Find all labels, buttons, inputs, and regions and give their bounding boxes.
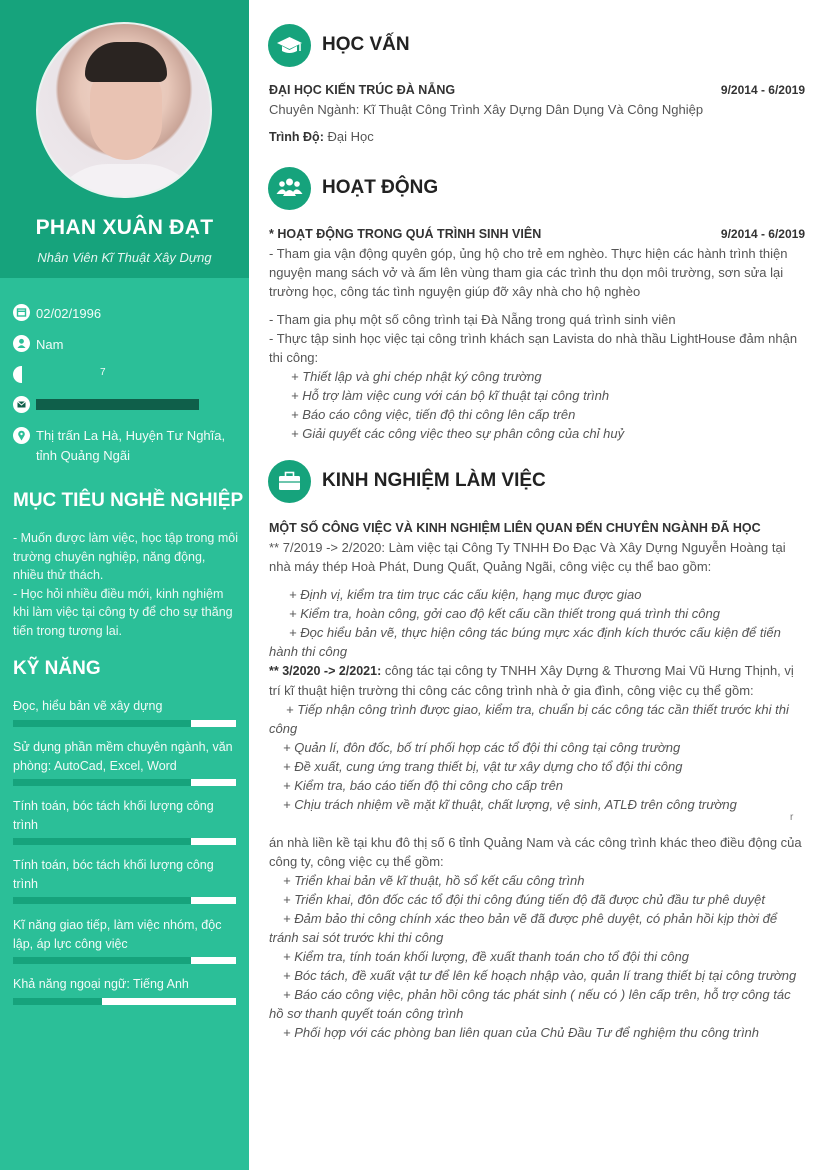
profile-name: PHAN XUÂN ĐẠT [35,216,214,239]
school-name: ĐẠI HỌC KIẾN TRÚC ĐÀ NẴNG [269,83,456,97]
job-intro: ** 3/2020 -> 2/2021: công tác tại công ty TNHH Xây Dựng & Thương Mai Vũ Hưng Thịnh, vị trí kĩ thuật hiện trường thi công các công trình nhà ở gia đình, công việc cụ thể gồm: [269,663,794,698]
skill-item: Đọc, hiểu bản vẽ xây dựng [13,697,238,727]
profile-title: Nhân Viên Kĩ Thuật Xây Dựng [37,250,212,265]
redacted-email [36,399,199,410]
activity-item: + Hỗ trợ làm việc cung với cán bộ kĩ thuật tại công trình [291,388,610,403]
activities-dates: 9/2014 - 6/2019 [720,227,805,241]
contact-gender: Nam [13,335,238,355]
job-item: + Kiểm tra, báo cáo tiến độ thi công cho cấp trên [283,778,564,793]
skill-item: Kĩ năng giao tiếp, làm việc nhóm, độc lập, áp lực công việc [13,916,238,964]
job-item: + Đề xuất, cung ứng trang thiết bị, vật tư xây dựng cho tổ đội thi công [283,759,683,774]
job-item: + Bóc tách, đề xuất vật tư để lên kế hoạch nhập vào, quản lí trang thiết bị tại công trường [283,968,797,983]
education-level: Trình Độ: Đại Học [269,129,374,144]
text-fragment: r [790,812,794,823]
skill-bar [13,720,236,727]
objective-text: - Muốn được làm việc, học tập trong môi trường chuyên nghiệp, năng động, nhiều thử thách. - Học hỏi nhiều điều mới, kinh nghiệm khi làm việc tại công ty để cho sự thăng tiến trong tương lai. [13,531,238,638]
activities-para: - Thực tập sinh học việc tại công trình khách sạn Lavista do nhà thầu LightHouse đảm nhận thi công: [269,331,798,365]
education-major: Chuyên Ngành: Kĩ Thuật Công Trình Xây Dựng Dân Dụng Và Công Nghiệp [269,102,704,117]
users-icon [268,167,311,210]
skill-bar [13,779,236,786]
job-intro: án nhà liền kề tại khu đô thị số 6 tỉnh Quảng Nam và các công trình khác theo điều động của công ty, công việc cụ thể gồm: [269,835,802,869]
skill-item: Tính toán, bóc tách khối lượng công trình [13,856,238,904]
user-icon [13,335,30,352]
activity-item: + Báo cáo công việc, tiến độ thi công lên cấp trên [291,407,576,422]
experience-heading: KINH NGHIỆM LÀM VIỆC [322,470,546,491]
activities-para: - Tham gia phụ một số công trình tại Đà Nẵng trong quá trình sinh viên [269,312,676,327]
experience-entry [269,519,806,1042]
graduation-cap-icon [268,24,311,67]
job-item: + Triển khai bản vẽ kĩ thuật, hồ sổ kết cấu công trình [283,873,585,888]
job-item: + Tiếp nhận công trình được giao, kiểm tra, chuẩn bị các công tác cần thiết trước khi thi công [269,702,789,736]
contact-address: Thị trấn La Hà, Huyện Tư Nghĩa, tỉnh Quảng Ngãi [13,426,238,466]
skill-item: Tính toán, bóc tách khối lượng công trình [13,797,238,845]
skill-bar [13,838,236,845]
job-item: + Định vị, kiểm tra tim trục các cấu kiện, hạng mục được giao [289,587,642,602]
activities-heading: HOẠT ĐỘNG [322,177,439,198]
skill-bar [13,998,236,1005]
objective-heading: MỤC TIÊU NGHỀ NGHIỆP [13,490,244,511]
job-item: + Quản lí, đôn đốc, bố trí phối hợp các tổ đội thi công tại công trường [283,740,681,755]
briefcase-icon [268,460,311,503]
contact-phone: 7 [13,366,238,383]
skill-bar [13,957,236,964]
job-item: + Triển khai, đôn đốc các tổ đội thi công đúng tiến độ đã được chủ đầu tư phê duyệt [283,892,765,907]
sidebar [0,0,249,1170]
phone-icon [13,366,22,383]
contact-birthday: 02/02/1996 [13,304,238,324]
activity-item: + Giải quyết các công việc theo sự phân công của chỉ huỷ [291,426,625,441]
skills-heading: KỸ NĂNG [13,658,101,679]
experience-subtitle: MỘT SỐ CÔNG VIỆC VÀ KINH NGHIỆM LIÊN QUAN ĐẾN CHUYÊN NGÀNH ĐÃ HỌC [269,521,761,535]
job-item: + Đọc hiểu bản vẽ, thực hiện công tác búng mực xác định kích thước cấu kiện để tiến hành thi công [269,625,781,659]
job-item: + Kiểm tra, hoàn công, gởi cao độ kết cấu cần thiết trong quá trình thi công [289,606,720,621]
job-intro: ** 7/2019 -> 2/2020: Làm việc tại Công Ty TNHH Đo Đạc Và Xây Dựng Nguyễn Hoàng tại nhà máy thép Hoà Phát, Dung Quất, Quảng Ngãi, công việc cụ thể bao gồm: [269,540,786,574]
calendar-icon [13,304,30,321]
job-item: + Đảm bảo thi công chính xác theo bản vẽ đã được phê duyệt, có phản hồi kịp thời để tránh sai sót trước khi thi công [269,911,778,945]
skill-bar [13,897,236,904]
job-item: + Chịu trách nhiệm về mặt kĩ thuật, chất lượng, vệ sinh, ATLĐ trên công trường [283,797,737,812]
activities-title: * HOẠT ĐỘNG TRONG QUÁ TRÌNH SINH VIÊN [269,227,542,241]
job-item: + Phối hợp với các phòng ban liên quan của Chủ Đầu Tư để nghiệm thu công trình [283,1025,760,1040]
avatar [36,22,212,198]
skill-item: Sử dụng phần mềm chuyên ngành, văn phòng: AutoCad, Excel, Word [13,738,238,786]
activity-item: + Thiết lập và ghi chép nhật ký công trường [291,369,542,384]
education-heading: HỌC VẤN [322,34,410,55]
activities-entry [269,225,806,443]
job-item: + Kiểm tra, tính toán khối lượng, đề xuất thanh toán cho tổ đội thi công [283,949,689,964]
education-dates: 9/2014 - 6/2019 [720,83,805,97]
map-pin-icon [13,427,30,444]
skill-item: Khả năng ngoại ngữ: Tiếng Anh [13,975,238,1005]
job-item: + Báo cáo công việc, phản hồi công tác phát sinh ( nếu có ) lên cấp trên, hỗ trợ công tác hồ sơ thanh quyết toán công trình [269,987,791,1021]
envelope-icon [13,396,30,413]
activities-para: - Tham gia vận động quyên góp, ủng hộ cho trẻ em nghèo. Thực hiện các hành trình thiện nguyện mang sách vở và ấm lên vùng tham gia các trình thu dọn môi trường, sơn sửa lại trường học, công tác tình nguyện giúp đỡ xây nhà cho hộ nghèo [269,246,788,299]
